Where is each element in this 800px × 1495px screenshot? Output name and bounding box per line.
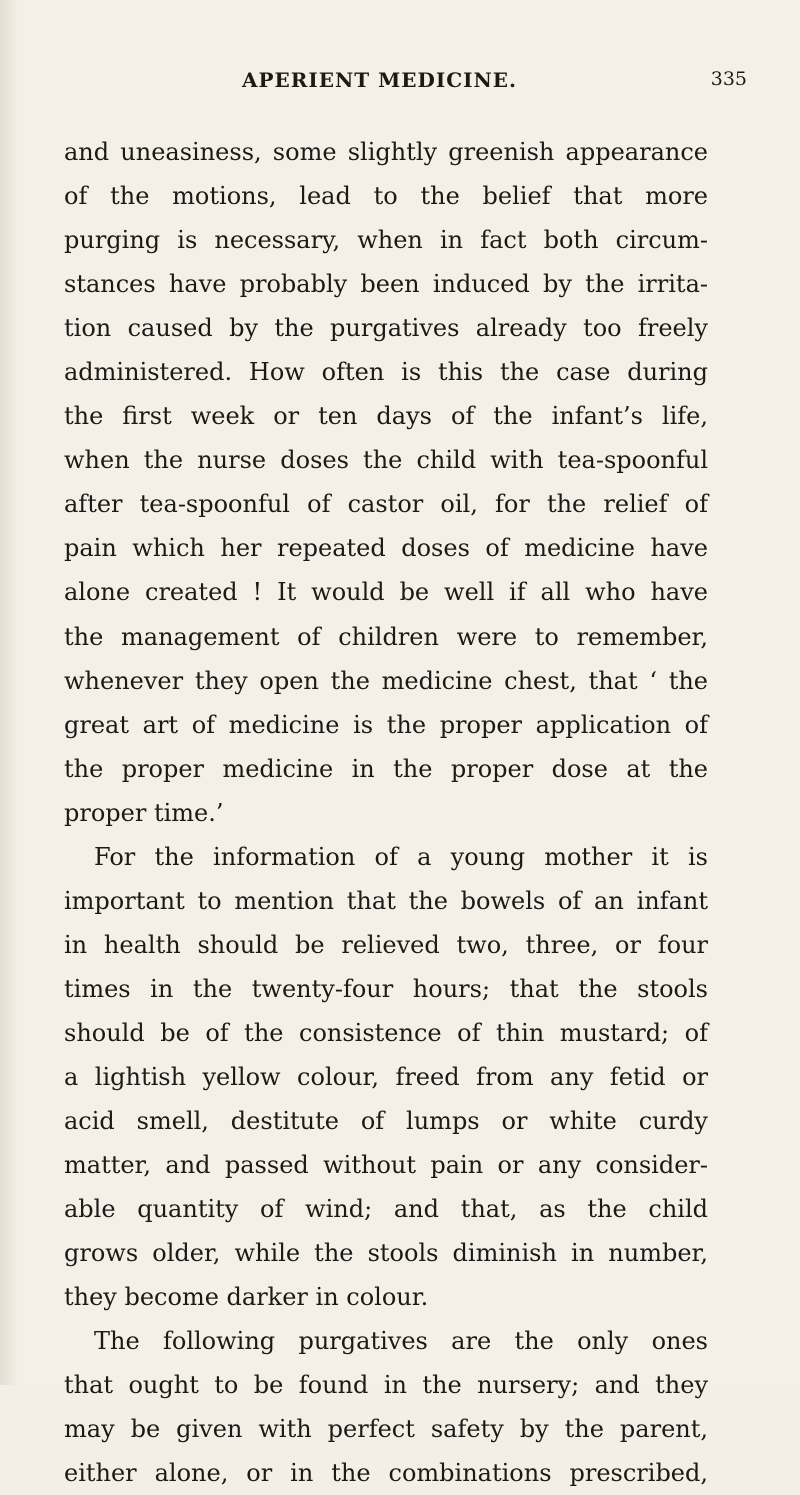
body-text xyxy=(64,130,708,1495)
text-line: able quantity of wind; and that, as the child xyxy=(64,1195,708,1224)
page-gutter-shadow xyxy=(0,0,18,1385)
text-line: alone created ! It would be well if all who have xyxy=(64,578,708,607)
running-head xyxy=(62,68,747,98)
paragraph-start-line: The following purgatives are the only ones xyxy=(94,1327,708,1356)
paragraph-start-line: For the information of a young mother it is xyxy=(94,842,708,871)
text-line: stances have probably been induced by the irrita- xyxy=(64,270,708,299)
text-line: of the motions, lead to the belief that more xyxy=(64,182,708,211)
text-line: the proper medicine in the proper dose at the xyxy=(64,754,708,783)
text-line: purging is necessary, when in fact both circum- xyxy=(64,226,708,255)
text-line: the management of children were to remember, xyxy=(64,622,708,651)
text-line: times in the twenty-four hours; that the stools xyxy=(64,974,708,1003)
text-line: in health should be relieved two, three, or four xyxy=(64,930,708,959)
text-line: pain which her repeated doses of medicine have xyxy=(64,534,708,563)
text-line: whenever they open the medicine chest, that ‘ the xyxy=(64,666,708,695)
running-title: APERIENT MEDICINE. xyxy=(242,68,517,92)
text-line: may be given with perfect safety by the parent, xyxy=(64,1415,708,1444)
text-line: important to mention that the bowels of an infant xyxy=(64,886,708,915)
page-number: 335 xyxy=(710,68,747,90)
text-line: either alone, or in the combinations prescribed, xyxy=(64,1459,708,1488)
text-line: matter, and passed without pain or any consider- xyxy=(64,1151,708,1180)
text-line: and uneasiness, some slightly greenish appearance xyxy=(64,138,708,166)
text-line: grows older, while the stools diminish in number, xyxy=(64,1239,708,1268)
text-line: acid smell, destitute of lumps or white curdy xyxy=(64,1107,708,1136)
text-line: should be of the consistence of thin mustard; of xyxy=(64,1018,708,1047)
text-line: the first week or ten days of the infant’s life, xyxy=(64,402,708,431)
text-line: when the nurse doses the child with tea-spoonful xyxy=(64,446,708,475)
text-line: that ought to be found in the nursery; and they xyxy=(64,1371,708,1400)
text-line: a lightish yellow colour, freed from any fetid or xyxy=(64,1062,708,1091)
paragraph-end-line: they become darker in colour. xyxy=(64,1283,429,1312)
paragraph-end-line: proper time.’ xyxy=(64,798,224,827)
text-line: administered. How often is this the case during xyxy=(64,358,708,387)
text-line: great art of medicine is the proper application of xyxy=(64,710,708,739)
text-line: tion caused by the purgatives already too freely xyxy=(64,314,708,343)
text-line: after tea-spoonful of castor oil, for the relief of xyxy=(64,490,708,519)
